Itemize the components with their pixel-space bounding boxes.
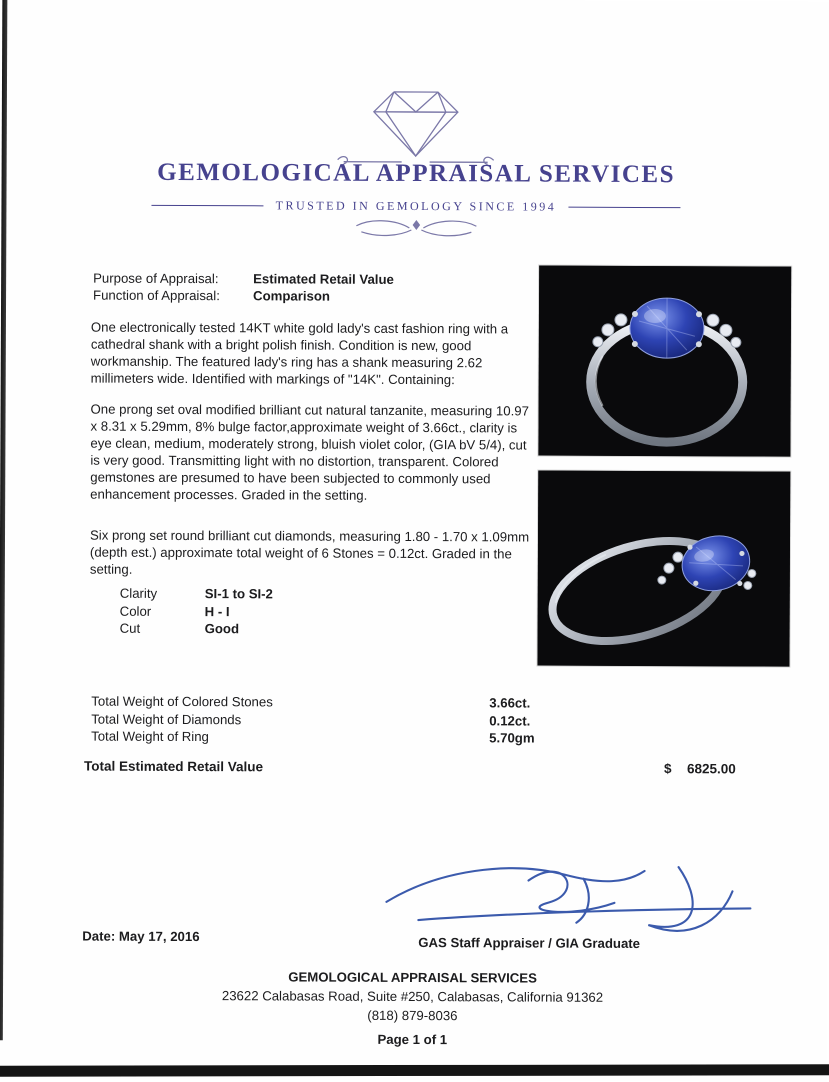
- footer-company: GEMOLOGICAL APPRAISAL SERVICES: [288, 969, 537, 986]
- function-label: Function of Appraisal:: [93, 287, 220, 304]
- total-value: 3.66ct.: [489, 695, 531, 711]
- description-paragraph-ring: One electronically tested 14KT white gold lady's cast fashion ring with a cathedral shank with a bright polish finish. Condition is new, good workmanship. The featured lady's ring has a shank measuring 2.62 millimeters wide. Identified with markings of "14K". Containing:: [90, 319, 509, 388]
- total-label: Total Weight of Diamonds: [91, 711, 242, 727]
- footer-phone: (818) 879-8036: [367, 1007, 458, 1024]
- grade-label: Clarity: [119, 585, 158, 601]
- description-paragraph-tanzanite: One prong set oval modified brilliant cut natural tanzanite, measuring 10.97 x 8.31 x 5.29mm, 8% bulge factor,approximate weight of 3.66ct., clarity is eye clean, medium, moderately strong, bluish violet color, (GIA bV 5/4), cut is very good. Transmitting light with no distortion, transparent. Colored gemstones are presumed to have been subjected to commonly used enhancement processes. Graded in the setting.: [90, 401, 529, 503]
- brand-tagline: TRUSTED IN GEMOLOGY SINCE 1994: [275, 198, 557, 214]
- function-value: Comparison: [253, 288, 331, 304]
- flourish-ornament-icon: [1, 214, 829, 244]
- total-value: 5.70gm: [489, 730, 535, 746]
- footer: [58, 966, 767, 1050]
- ring-photo-front: [538, 266, 791, 457]
- total-label: Total Weight of Ring: [91, 728, 209, 745]
- grade-value: Good: [204, 621, 240, 637]
- purpose-row: [93, 271, 553, 288]
- currency-symbol: $: [663, 761, 672, 777]
- purpose-label: Purpose of Appraisal:: [93, 270, 219, 287]
- total-label: Total Weight of Colored Stones: [91, 693, 273, 710]
- tagline-rule-left: [152, 205, 264, 206]
- page-number: Page 1 of 1: [377, 1031, 448, 1048]
- grade-row-clarity: [120, 585, 273, 603]
- diamond-logo-icon: [336, 78, 496, 171]
- description-paragraph-diamonds: Six prong set round brilliant cut diamonds, measuring 1.80 - 1.70 x 1.09mm (depth est.) approximate total weight of 6 Stones = 0.12ct. Graded in the setting.: [89, 527, 530, 577]
- brand-tagline-row: [1, 197, 829, 216]
- retail-value-label: Total Estimated Retail Value: [83, 758, 264, 775]
- scan-band-bottom: [0, 1064, 829, 1076]
- grade-label: Color: [119, 603, 152, 619]
- grade-value: SI-1 to SI-2: [204, 586, 273, 602]
- appraiser-signature: [378, 852, 770, 946]
- ring-photo-angled: [537, 471, 790, 667]
- tagline-rule-right: [568, 207, 680, 208]
- total-row-ring: [91, 728, 751, 748]
- total-value: 0.12ct.: [489, 712, 531, 729]
- grade-value: H - I: [204, 603, 230, 619]
- grade-row-color: [120, 602, 273, 620]
- diamond-grade-table: [120, 585, 273, 638]
- function-row: [93, 288, 553, 305]
- retail-value-row: [84, 759, 764, 777]
- brand-title: GEMOLOGICAL APPRAISAL SERVICES: [157, 158, 676, 189]
- retail-value-amount: 6825.00: [686, 761, 736, 777]
- weight-totals: [91, 693, 751, 748]
- footer-address: 23622 Calabasas Road, Suite #250, Calabasas, California 91362: [221, 988, 604, 1005]
- grade-label: Cut: [119, 620, 141, 636]
- grade-row-cut: [120, 620, 273, 638]
- purpose-value: Estimated Retail Value: [253, 271, 394, 287]
- scan-edge-left: [0, 0, 7, 1040]
- appraisal-date: Date: May 17, 2016: [82, 928, 200, 945]
- appraiser-title: GAS Staff Appraiser / GIA Graduate: [418, 935, 641, 951]
